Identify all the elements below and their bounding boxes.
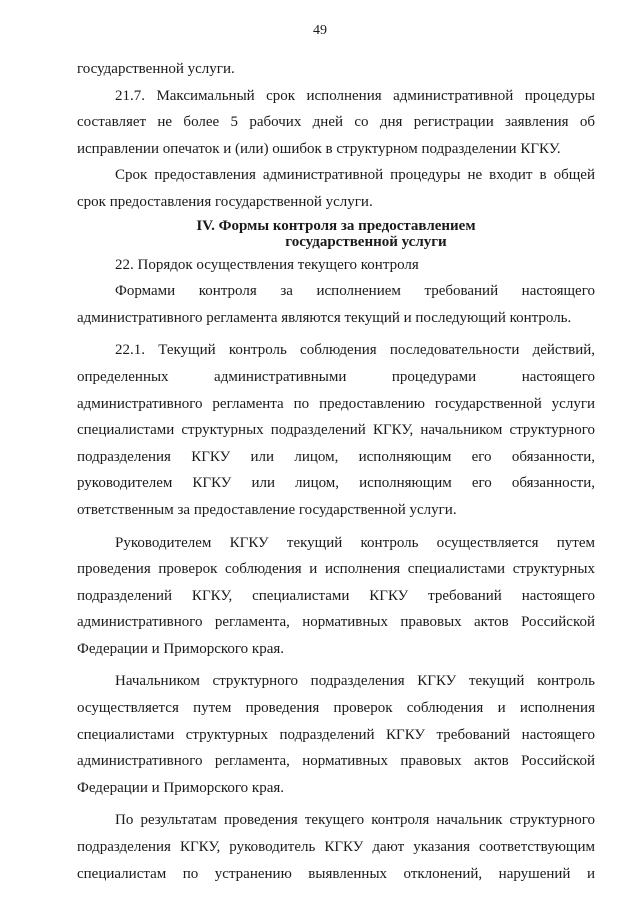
text-line: специалистами структурных подразделений КГКУ требований настоящего [77,726,595,743]
text-line: составляет не более 5 рабочих дней со дня регистрации заявления об [77,114,595,131]
text-line: 22. Порядок осуществления текущего контроля [115,256,419,273]
document-body [77,56,595,887]
text-line: государственной услуги. [77,61,235,77]
text-line: 21.7. Максимальный срок исполнения административной процедуры [115,87,595,104]
text-line: подразделения КГКУ, руководитель КГКУ дают указания соответствующим [77,839,595,856]
text-line: специалистам по устранению выявленных отклонений, нарушений и [77,865,595,882]
text-line: административного регламента, нормативных правовых актов Российской [77,614,595,631]
text-line: Срок предоставления административной процедуры не входит в общей [115,167,595,184]
text-line: ответственным за предоставление государственной услуги. [77,501,457,518]
text-line: подразделения КГКУ или лицом, исполняющим его обязанности, [77,448,595,465]
text-line: административного регламента, нормативных правовых актов Российской [77,753,595,770]
text-line: подразделений КГКУ, специалистами КГКУ требований настоящего [77,587,595,604]
text-line: Федерации и Приморского края. [77,640,285,657]
text-line: осуществляется путем проведения проверок соблюдения и исполнения [77,700,595,717]
text-line: Федерации и Приморского края. [77,779,285,796]
section-heading [77,218,595,250]
text-line: административного регламента являются текущий и последующий контроль. [77,309,572,326]
section-heading-line2: государственной услуги [285,233,447,250]
text-line: 22.1. Текущий контроль соблюдения последовательности действий, [115,342,595,359]
text-line: срок предоставления государственной услуги. [77,193,373,210]
text-line: Начальником структурного подразделения КГКУ текущий контроль [115,673,595,690]
text-line: руководителем КГКУ или лицом, исполняющим его обязанности, [77,475,595,492]
text-line: исправлении опечаток и (или) ошибок в структурном подразделении КГКУ. [77,140,561,157]
text-line: определенных административными процедурами настоящего [77,368,595,385]
text-line: Руководителем КГКУ текущий контроль осуществляется путем [115,534,595,551]
text-line: проведения проверок соблюдения и исполнения специалистами структурных [77,561,595,578]
text-line: Формами контроля за исполнением требований настоящего [115,283,595,300]
section-heading-line1: IV. Формы контроля за предоставлением [196,217,476,234]
page-number: 49 [313,23,327,38]
text-line: административного регламента по предоставлению государственной услуги [77,395,595,412]
text-line: специалистами структурных подразделений КГКУ, начальником структурного [77,422,595,439]
text-line: По результатам проведения текущего контроля начальник структурного [115,812,595,829]
